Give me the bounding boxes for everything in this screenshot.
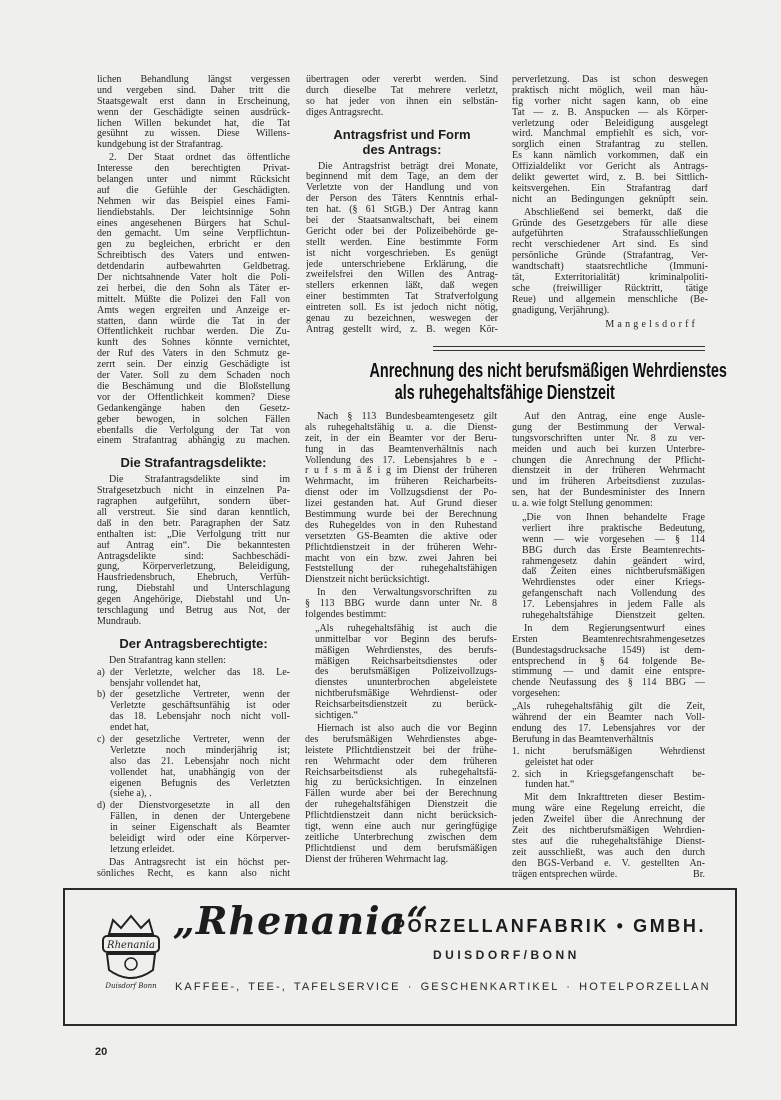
- text-line: Offizialdelikt vor Gericht als Antrags-: [512, 162, 708, 173]
- text-line: in seiner Eigenschaft als Beamter: [110, 823, 290, 834]
- article1-column-right: [512, 75, 708, 331]
- paragraph: [306, 162, 498, 336]
- paragraph: [97, 475, 290, 627]
- text-line: kundgebung ist der Strafantrag.: [97, 140, 224, 151]
- text-line: delikt gewertet wird, z. B. bei Sittlich-: [512, 173, 708, 184]
- text-line: der Verletzte, welcher das 18. Le-: [110, 667, 290, 678]
- text-line: bei der Staatsanwaltschaft, bei einem: [306, 216, 498, 227]
- text-line: entsprechend in § 64 folgende Be-: [512, 656, 705, 667]
- text-line: persönliche Gründe (Strafantrag, Ver-: [512, 251, 708, 262]
- text-line: Staatsgewalt erst dann in Erscheinung,: [97, 96, 290, 107]
- list-marker: 2.: [512, 768, 520, 780]
- section-heading: [306, 127, 498, 157]
- text-line: gnadigung, Verjährung).: [512, 305, 610, 316]
- heading-line: des Antrags:: [362, 141, 442, 157]
- text-line: (siehe a), .: [110, 789, 152, 800]
- paragraph: [97, 153, 290, 447]
- text-line: daß Zeiten eines nichtberufsmäßigen: [522, 567, 705, 578]
- text-line: Es kann nämlich vorkommen, daß ein: [512, 151, 708, 162]
- text-line: detdendarin aufbewahrten Geldbetrag.: [97, 262, 290, 273]
- text-line: Amts wegen ergreifen und Anzeige er-: [97, 305, 290, 316]
- text-line: Strafgesetzbuch nicht in einzelnen Pa-: [97, 486, 290, 497]
- text-line: Das Antragsrecht ist ein höchst per-: [109, 857, 290, 868]
- text-line: der Vater. Soll zu dem Schaden noch: [97, 371, 290, 382]
- text-line: so hat jeder von ihnen ein selbstän-: [306, 96, 498, 107]
- section-heading: [97, 636, 290, 651]
- text-line: lichen Behandlung längst vergessen: [97, 75, 290, 85]
- text-line: Verletzte noch minderjährig ist;: [110, 745, 290, 756]
- text-line: Antragsdelikte sind: Sachbeschädi-: [97, 551, 290, 562]
- text-line: Zeit des nichtberufsmäßigen Wehrdien-: [512, 825, 705, 836]
- list-marker: d): [97, 800, 106, 812]
- text-line: Mit dem Inkrafttreten dieser Bestim-: [524, 793, 705, 804]
- text-line: Fällen, in denen der Untergebene: [110, 812, 290, 823]
- text-line: eigenen Befugnis des Verletzten: [110, 778, 290, 789]
- text-line: BBG durch das Erste Beamtenrechts-: [522, 545, 705, 556]
- paragraph: [512, 624, 705, 700]
- text-line: des berufsmäßigen Polizeivollzugs-: [315, 667, 497, 678]
- text-line: wird. Manchmal empfiehlt es sich, vor-: [512, 129, 708, 140]
- text-line: Auf den Antrag, eine enge Ausle-: [524, 412, 705, 422]
- text-line: Den Strafantrag kann stellen:: [109, 655, 226, 666]
- text-line: einer bestimmten Tat Strafverfolgung: [306, 292, 498, 303]
- text-line: macht von ein bzw. zwei Jahren bei: [305, 553, 497, 564]
- text-line: Die Antragsfrist beträgt drei Monate,: [318, 161, 498, 172]
- text-line: zerrt sein. Der einzig Geschädigte ist: [97, 360, 290, 371]
- text-line: gung, Körperverletzung, Beleidigung,: [97, 562, 290, 573]
- text-line: eines angesehenen Bürgers hat Schul-: [97, 218, 290, 229]
- article2-headline-line1: [300, 360, 727, 382]
- text-line: Abschließend sei bemerkt, daß die: [524, 207, 708, 218]
- text-line: und im früheren Arbeitsdienst zuzulas-: [512, 477, 705, 488]
- text-line: beleidigt wird oder eine Körperver-: [110, 834, 290, 844]
- paragraph: [305, 724, 497, 866]
- text-line: genau zu bezeichnen, weswegen der: [306, 314, 498, 325]
- text-line: Bestimmung wurde bei der Berechnung: [305, 510, 497, 521]
- text-line: Nach § 113 Bundesbeamtengesetz gilt: [317, 412, 497, 422]
- text-line: letzung erleidet.: [110, 844, 175, 855]
- text-line: „Als ruhegehaltsfähig ist auch die: [315, 623, 497, 634]
- author-initials: Br.: [693, 869, 705, 880]
- text-line: vollendet hat, unabhängig von der: [110, 767, 290, 778]
- paragraph: [512, 208, 708, 317]
- text-line: terschlagung und Betrug aus Not, der: [97, 605, 290, 616]
- text-line: lichen Willen bekundet hat, die Tat: [97, 118, 290, 129]
- text-line: Ersten Beamtenrechtsrahmengesetzes: [512, 634, 705, 645]
- text-line: einem Strafantrag abhängig zu machen.: [97, 436, 290, 447]
- paragraph: [305, 588, 497, 621]
- text-line: mittelt. Müßte die Polizei den Fall von: [97, 294, 290, 305]
- text-line: sichtigen.“: [315, 711, 359, 722]
- text-line: Fällen wurde aber bei der Berechnung: [305, 789, 497, 800]
- list-marker: c): [97, 733, 105, 745]
- text-line: ren Wehrmacht oder dem früheren: [305, 756, 497, 767]
- text-line: mung wäre eine Regelung erreicht, die: [512, 804, 705, 815]
- text-line: zweifelsfrei den Willen des Antrag-: [306, 270, 498, 281]
- text-line: Gericht oder bei der Polizeibehörde ge-: [306, 226, 498, 237]
- text-line: wenn — wie vorgesehen — § 114: [522, 534, 705, 545]
- article1-column-middle: [306, 75, 498, 336]
- article2-headline-line2: [300, 382, 710, 404]
- text-line: Gründe des Gesetzgebers für alle diese: [512, 218, 708, 229]
- text-line: hig zu berücksichtigen. In einzelnen: [305, 778, 497, 789]
- paragraph: [512, 702, 705, 746]
- headline-text: Anrechnung des nicht berufsmäßigen Wehrdienstes: [369, 360, 727, 382]
- text-line: stimmung — und damit eine entspre-: [512, 667, 705, 678]
- paragraph: [97, 858, 290, 880]
- text-line: „Als ruhegehaltsfähig gilt die Zeit,: [512, 702, 705, 713]
- list-item: [97, 735, 290, 800]
- text-line: r u f s m ä ß i g im Dienst der früheren: [305, 466, 497, 477]
- text-line: Hausfriedensbruch, Ehebruch, Verfüh-: [97, 573, 290, 584]
- text-line: jeden Zweifel über die Anrechnung der: [512, 815, 705, 826]
- text-line: nicht an Bedingungen geknüpft sein.: [512, 194, 708, 205]
- text-line: belangen unter und nimmt Rücksicht: [97, 175, 290, 186]
- text-line: gung der Bestimmung der Verwal-: [512, 422, 705, 433]
- text-line: Der nichtsahnende Vater holt die Poli-: [97, 273, 290, 284]
- text-line: der gesetzliche Vertreter, wenn der: [110, 734, 290, 745]
- author-signature: Mangelsdorff: [605, 318, 698, 330]
- text-line: durch dieselbe Tat mehrere verletzt,: [306, 85, 498, 96]
- text-line: unmittelbar vor Beginn des berufs-: [315, 634, 497, 645]
- text-line: stes auf die ruhegehaltsfähige Dienst-: [512, 836, 705, 847]
- text-line: den BGS-Verband e. V. gestellten An-: [512, 858, 705, 869]
- text-line: also das 21. Lebensjahr noch nicht: [110, 756, 290, 767]
- text-line: ruhegehaltsfähige Dienstzeit gelten.: [522, 611, 705, 622]
- text-line: Pflichtdienstzeit dann nicht berücksich-: [305, 811, 497, 822]
- text-line: chende Neufassung des § 114 BBG —: [512, 678, 705, 689]
- text-line: rung, Diebstahl und Unterschlagung: [97, 584, 290, 595]
- text-line: Antrag gestellt wird, z. B. wegen Kör-: [306, 324, 498, 335]
- text-line: während der ein Beamter nach Voll-: [512, 713, 705, 724]
- svg-text:Rhenania: Rhenania: [107, 940, 155, 951]
- text-line: der gesetzliche Vertreter, wenn der: [110, 690, 290, 701]
- text-line: 17. Lebensjahres in jedem Falle als: [522, 600, 705, 611]
- text-line: zeitliche Unterbrechung zwischen dem: [305, 832, 497, 843]
- text-line: jede unterschriebene Erklärung, die: [306, 259, 498, 270]
- text-line: gesühnt zu wissen. Diese Willens-: [97, 129, 290, 140]
- headline-text: als ruhegehaltsfähige Dienstzeit: [394, 382, 616, 404]
- text-line: der Ruf des Vaters in den Schmutz ge-: [97, 349, 290, 360]
- text-line: [512, 870, 705, 881]
- text-line: lizei gestanden hat. Auf Grund dieser: [305, 499, 497, 510]
- text-line: vor der Öffentlichkeit kommen? Diese: [97, 392, 290, 403]
- text-line: wenn der Geschädigte seinen ausdrück-: [97, 107, 290, 118]
- list-marker: b): [97, 689, 106, 701]
- text-line: beginnend mit dem Tage, an dem der: [306, 172, 498, 183]
- ad-products: KAFFEE-, TEE-, TAFELSERVICE · GESCHENKARTIKEL · HOTELPORZELLAN: [175, 981, 711, 993]
- paragraph: [512, 793, 705, 880]
- text-line: sen, hat der Bundesminister des Innern: [512, 488, 705, 499]
- text-line: Verletzte geschäftsunfähig ist oder: [110, 701, 290, 712]
- text-line: fung in das Beamtenverhältnis nach: [305, 444, 497, 455]
- text-line: § 113 BBG wurde dann unter Nr. 8: [305, 599, 497, 610]
- text-line: Feststellung der ruhegehaltsfähigen: [305, 564, 497, 575]
- text-line: endet hat,: [110, 723, 149, 734]
- text-line: enthalten ist: „Die Verfolgung tritt nur: [97, 529, 290, 540]
- text-line: der ruhegehaltsfähigen Dienstzeit die: [305, 800, 497, 811]
- text-line: wandtschaft) staatsrechtliche (Immuni-: [512, 262, 708, 273]
- heading-line: Die Strafantragsdelikte:: [120, 455, 267, 471]
- text-line: „Die von Ihnen behandelte Frage: [522, 513, 705, 524]
- text-line: versetzten GS-Beamten die aktive oder: [305, 531, 497, 542]
- text-line: die Beschämung und die Bloßstellung: [97, 381, 290, 392]
- text-line: ten hat. (§ 61 StGB.) Der Antrag kann: [306, 205, 498, 216]
- section-heading: [97, 455, 290, 470]
- text-line: Die Strafantragsdelikte sind im: [109, 475, 290, 486]
- text-line: chungen die Anrechnung der Pflicht-: [512, 455, 705, 466]
- text-line: Dienstzeit nicht berücksichtigt.: [305, 575, 430, 586]
- text-line: ebenfalls die Verfolgung der Tat von: [97, 425, 290, 436]
- rhenania-logo-icon: [95, 912, 167, 992]
- text-line: Gedankengänge haben den Gesetz-: [97, 403, 290, 414]
- heading-line: Der Antragsberechtigte:: [119, 635, 268, 651]
- text-line: Hiernach ist also auch die vor Beginn: [317, 723, 497, 734]
- text-line: perverletzung. Das ist schon deswegen: [512, 75, 708, 85]
- text-line: dienstzeit in der früheren Wehrmacht: [512, 466, 705, 477]
- text-line: geleistet hat oder: [525, 757, 594, 768]
- list-item: [512, 747, 705, 769]
- text-line: zei herbei, die den Sohn als Täter er-: [97, 283, 290, 294]
- text-line: sche (freiwilliger Rücktritt, tätige: [512, 283, 708, 294]
- text-line: nichtberufsmäßige Wehrdienst- oder: [315, 689, 497, 700]
- article2-column-middle: [305, 412, 497, 866]
- text-line: sich in Kriegsgefangenschaft be-: [525, 769, 705, 780]
- text-line: Vollendung des 17. Lebensjahres b e -: [305, 455, 497, 466]
- text-line: 2. Der Staat ordnet das öffentliche: [109, 153, 290, 164]
- text-line: In den Verwaltungsvorschriften zu: [317, 588, 497, 599]
- text-line: stellt werden. Eine bestimmte Form: [306, 237, 498, 248]
- text-line: Öffentlichkeit ruchbar werden. Die Zu-: [97, 327, 290, 338]
- text-line: Reichsarbeitsdienst als ruhegehaltsfä-: [305, 767, 497, 778]
- text-line: der Dienstvorgesetzte in all den: [110, 801, 290, 812]
- text-line: verliert ihre praktische Bedeutung,: [522, 523, 705, 534]
- text-line: tigt, wenn eine auch nur geringfügige: [305, 821, 497, 832]
- paragraph: [512, 75, 708, 206]
- text-line: Wehrmacht, im früheren Reicharbeits-: [305, 477, 497, 488]
- text-line: Nehmen wir das Beispiel eines Fami-: [97, 196, 290, 207]
- text-line: daß in den betr. Paragraphen der Satz: [97, 518, 290, 529]
- text-line: ist nicht vorgeschrieben. Es genügt: [306, 248, 498, 259]
- list-item: [97, 690, 290, 734]
- text-line: zeit, in der ein Beamter vor der Beru-: [305, 433, 497, 444]
- text-line: gen zu begleichen, erbricht er den: [97, 240, 290, 251]
- text-line: sorglich einen Strafantrag zu stellen.: [512, 140, 708, 151]
- paragraph: [512, 412, 705, 510]
- ad-brand-name: „Rhenania“: [173, 898, 430, 943]
- text-line: u. a. wie folgt Stellung genommen:: [512, 499, 653, 510]
- ad-company-name: PORZELLANFABRIK • GMBH.: [393, 916, 707, 936]
- text-line: funden hat.“: [525, 780, 575, 791]
- text-line: dienstes ununterbrochen abgeleistete: [315, 678, 497, 689]
- text-line: auf Antrag ein“. Die bekanntesten: [97, 540, 290, 551]
- text-line: (Bundestagsdrucksache 1549) ist dem-: [512, 645, 705, 656]
- text-line: Wehrdienstes oder einer Kriegs-: [522, 578, 705, 589]
- text-line: mäßigen Reichsarbeitsdienstes oder: [315, 656, 497, 667]
- text-line: auf die Gefühle der Geschädigten.: [97, 185, 290, 196]
- text-line: kunft des Sohnes könnte vernichtet,: [97, 338, 290, 349]
- text-line: mäßigen Wehrdienstes, des berufs-: [315, 645, 497, 656]
- article1-column-left: [97, 75, 290, 880]
- text-line: all verstreut. Sie sind daran kenntlich,: [97, 507, 290, 518]
- text-line: rahmengesetz dahin geändert wird,: [522, 556, 705, 567]
- block-quote: [512, 513, 705, 622]
- text-line: In dem Regierungsentwurf eines: [524, 623, 705, 634]
- text-line: übertragen oder vererbt werden. Sind: [306, 75, 498, 85]
- text-line: geber bewogen, in solchen Fällen: [97, 414, 290, 425]
- text-line: Tat — z. B. Anspucken — als Körper-: [512, 107, 708, 118]
- text-line: folgendes bestimmt:: [305, 610, 387, 621]
- text-line: liendiebstahls. Der leichtsinnige Sohn: [97, 207, 290, 218]
- text-line: des berufsmäßigen Wehrdienstes abge-: [305, 734, 497, 745]
- text-line: des Ruhegeldes von in den Ruhestand: [305, 520, 497, 531]
- text-line: nicht berufsmäßigen Wehrdienst: [525, 746, 705, 757]
- text-line: bensjahr vollendet hat,: [110, 678, 201, 689]
- text-line: stellers erkennen läßt, daß wegen: [306, 281, 498, 292]
- advertisement-rhenania: [63, 888, 737, 1026]
- text-line: recht verschiedener Art sind. Es sind: [512, 240, 708, 251]
- text-line: verletzung oder Beleidigung ausgelegt: [512, 118, 708, 129]
- article2-column-right: [512, 412, 705, 880]
- text-line: diges Antragsrecht.: [306, 107, 384, 118]
- text-line: ragraphen aufgeführt, sondern über-: [97, 497, 290, 508]
- text-line: vorgesehen:: [512, 689, 561, 700]
- text-line: Mundraub.: [97, 616, 142, 627]
- text-line: Pflichtdienst und dem berufsmäßigen: [305, 843, 497, 854]
- text-line: statten, dann würde die Tat in der: [97, 316, 290, 327]
- list-marker: 1.: [512, 745, 520, 757]
- text-line: Verletzte von der Handlung und von: [306, 183, 498, 194]
- text-line: tungsvorschriften unter Nr. 8 zu ver-: [512, 433, 705, 444]
- text-line-content: trägen entsprechen würde.: [512, 869, 618, 880]
- list-item: [512, 770, 705, 792]
- block-quote: [305, 624, 497, 722]
- list-marker: a): [97, 666, 105, 678]
- text-line: dienst oder im Vollzugsdienst der Po-: [305, 488, 497, 499]
- text-line: praktisch nicht möglich, weil man häu-: [512, 85, 708, 96]
- list-item: [97, 668, 290, 690]
- paragraph: [305, 412, 497, 586]
- text-line: leistete Pflichtdienstzeit bei der frühe-: [305, 745, 497, 756]
- text-line: als ruhegehaltsfähig u. a. die Dienst-: [305, 422, 497, 433]
- text-line: tät, Exterritorialität) kriminalpoliti-: [512, 273, 708, 284]
- text-line: zeit ausschließt, was auch den durch: [512, 847, 705, 858]
- paragraph: [306, 75, 498, 119]
- text-line: sönliches Recht, es kann also nicht: [97, 868, 290, 879]
- text-line: eintreten soll. Es ist jedoch nicht nötig,: [306, 303, 498, 314]
- paragraph: [97, 75, 290, 151]
- text-line: gefangenschaft nach Vollendung des: [522, 589, 705, 600]
- text-line: Reue) und allgemein menschliche (Be-: [512, 294, 708, 305]
- list-item: [97, 801, 290, 855]
- text-line: und vergeben sind. Daher tritt die: [97, 85, 290, 96]
- svg-text:Duisdorf Bonn: Duisdorf Bonn: [105, 982, 157, 990]
- text-line: Schreibtisch des Vaters und entwen-: [97, 251, 290, 262]
- page-number: 20: [95, 1046, 108, 1058]
- text-line: endung des 17. Lebensjahres vor der: [512, 723, 705, 734]
- text-line: den gemacht. Um seine Verpflichtun-: [97, 229, 290, 240]
- text-line: das 18. Lebensjahr noch nicht voll-: [110, 712, 290, 723]
- text-line: aufgeführten Strafausschließungen: [512, 229, 708, 240]
- text-line: Berufung in das Beamtenverhältnis: [512, 734, 654, 745]
- text-line: keitsvergehen. Ein Strafantrag darf: [512, 183, 708, 194]
- ad-city: DUISDORF/BONN: [433, 948, 580, 962]
- paragraph: [97, 656, 290, 667]
- section-divider: [433, 346, 705, 351]
- text-line: gegen Angehörige, Diebstahl und Un-: [97, 595, 290, 606]
- text-line: Dienst der früheren Wehrmacht lag.: [305, 854, 449, 865]
- text-line: fig vorher nicht sagen kann, ob eine: [512, 96, 708, 107]
- text-line: meiden und auch bei kurzen Unterbre-: [512, 444, 705, 455]
- text-line: Reichsarbeitsdienstzeit zu berück-: [315, 700, 497, 711]
- text-line: der Person des Täters Kenntnis erhal-: [306, 194, 498, 205]
- text-line: Interesse den berechtigten Privat-: [97, 164, 290, 175]
- text-line: Pflichtdienstzeit in der früheren Wehr-: [305, 542, 497, 553]
- heading-line: Antragsfrist und Form: [333, 126, 471, 142]
